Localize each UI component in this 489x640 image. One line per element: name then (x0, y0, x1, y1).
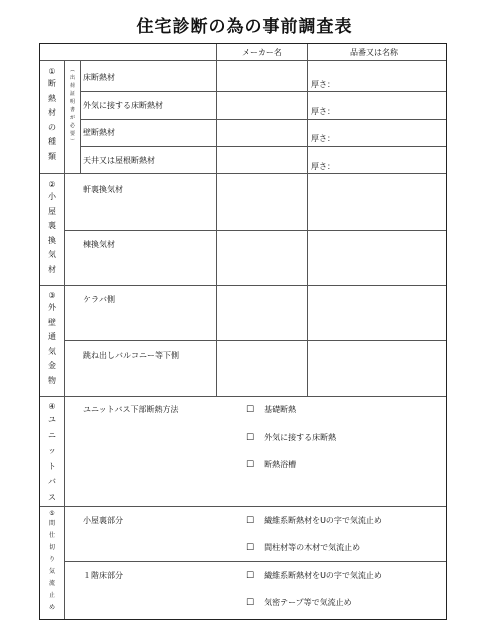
option-label: 間柱材等の木材で気流止め (264, 543, 361, 552)
option-label: 基礎断熱 (264, 405, 297, 414)
checkbox-icon[interactable]: ☐ (246, 516, 255, 526)
checkbox-icon[interactable]: ☐ (246, 543, 255, 553)
row-divider (80, 91, 446, 92)
row-divider (64, 230, 446, 231)
row-label: 跳ね出しバルコニー等下側 (83, 351, 179, 360)
section-divider (40, 506, 446, 507)
row-label: ケラバ側 (83, 295, 115, 304)
row-label: ユニットバス下部断熱方法 (83, 405, 179, 414)
checkbox-option[interactable] (246, 598, 352, 608)
option-label: 気密テープ等で気流止め (264, 598, 352, 607)
header-product-name: 品番又は名称 (350, 48, 398, 57)
row-label: 小屋裏部分 (83, 516, 123, 525)
survey-form-table (39, 43, 447, 620)
option-label: 断熱浴槽 (264, 460, 297, 469)
checkbox-icon[interactable]: ☐ (246, 571, 255, 581)
row-label: 棟換気材 (83, 240, 115, 249)
thickness-label: 厚さ： (311, 80, 335, 89)
section-number: ② (48, 180, 56, 189)
checkbox-icon[interactable]: ☐ (246, 460, 255, 470)
column-divider (307, 44, 308, 396)
checkbox-icon[interactable]: ☐ (246, 405, 255, 415)
header-maker-name: メーカー名 (242, 48, 282, 57)
row-divider (80, 119, 446, 120)
row-label: 壁断熱材 (83, 128, 115, 137)
row-label: １階床部分 (83, 571, 123, 580)
checkbox-option[interactable] (246, 543, 360, 553)
section-number: ⑤ (49, 510, 55, 517)
section-number: ① (48, 67, 56, 76)
checkbox-icon[interactable]: ☐ (246, 598, 255, 608)
row-divider (40, 60, 446, 61)
option-label: 繊維系断熱材をUの字で気流止め (264, 516, 382, 525)
section-divider (40, 173, 446, 174)
section-2-heading: ② 小 屋 裏 換 気 材 (48, 180, 56, 274)
thickness-label: 厚さ： (311, 162, 335, 171)
thickness-label: 厚さ： (311, 134, 335, 143)
section-4-heading: ④ ユ ニ ッ ト バ ス (48, 402, 56, 502)
section-divider (40, 285, 446, 286)
checkbox-icon[interactable]: ☐ (246, 433, 255, 443)
row-label: 床断熱材 (83, 73, 115, 82)
row-label: 天井又は屋根断熱材 (83, 156, 155, 165)
thickness-label: 厚さ： (311, 107, 335, 116)
section-3-heading: ③ 外 壁 通 気 金 物 (48, 291, 56, 385)
checkbox-option[interactable] (246, 571, 382, 581)
option-label: 外気に接する床断熱 (264, 433, 337, 442)
column-divider (80, 60, 81, 173)
section-1-note: ︵ 出 荷 証 明 書 が 必 要 ︶ (69, 67, 75, 145)
column-divider (216, 44, 217, 396)
checkbox-option[interactable] (246, 516, 382, 526)
section-divider (40, 396, 446, 397)
section-5-heading: ⑤ 間 仕 切 り 気 流 止 め (48, 510, 55, 611)
section-1-heading: ① 断 熱 材 の 種 類 (48, 67, 56, 161)
row-divider (64, 561, 446, 562)
row-divider (80, 146, 446, 147)
row-label: 外気に接する床断熱材 (83, 101, 163, 110)
page-title: 住宅診断の為の事前調査表 (136, 17, 353, 37)
option-label: 繊維系断熱材をUの字で気流止め (264, 571, 382, 580)
row-label: 軒裏換気材 (83, 185, 123, 194)
checkbox-option[interactable] (246, 433, 336, 443)
row-divider (64, 340, 446, 341)
section-number: ④ (48, 402, 56, 411)
section-number: ③ (48, 291, 56, 300)
checkbox-option[interactable] (246, 460, 296, 470)
checkbox-option[interactable] (246, 405, 296, 415)
